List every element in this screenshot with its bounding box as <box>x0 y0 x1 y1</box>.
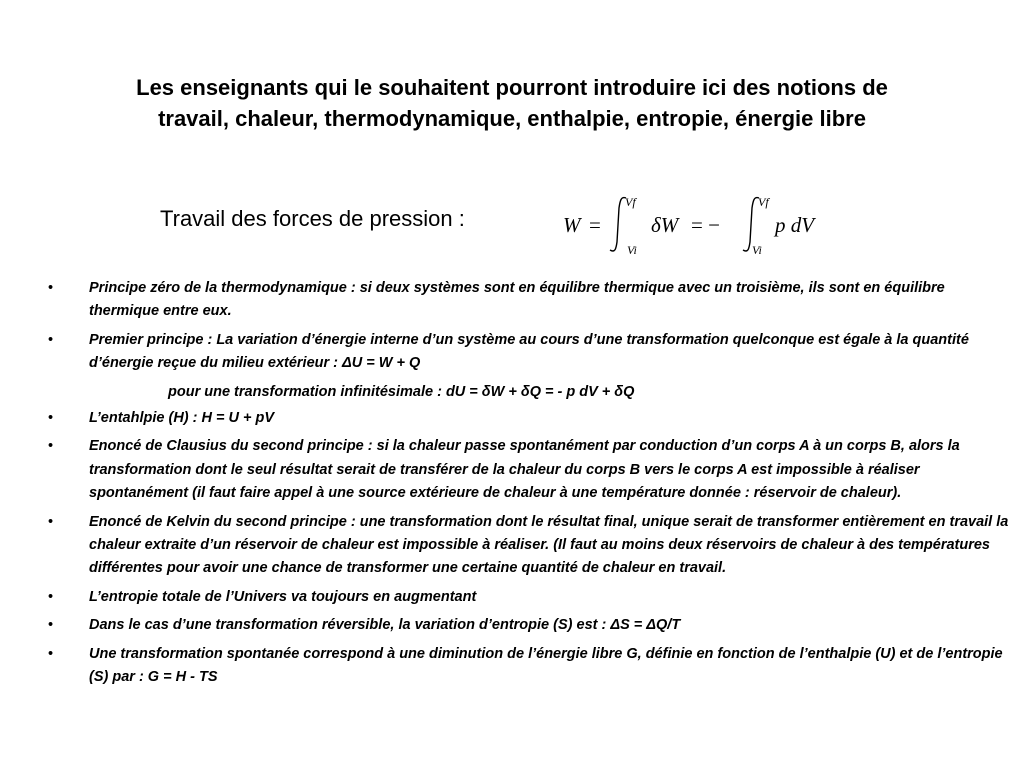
list-item-text: Principe zéro de la thermodynamique : si deux systèmes sont en équilibre thermique avec un troisième, ils sont en équilibre thermique entre eux. <box>89 280 945 320</box>
list-item-text: pour une transformation infinitésimale : dU = δW + δQ = - p dV + δQ <box>168 383 635 400</box>
list-item-continuation <box>48 381 1016 404</box>
formula-lhs: W <box>563 213 581 237</box>
list-item-text: Enoncé de Kelvin du second principe : une transformation dont le résultat final, unique serait de transformer entièrement en travail la chaleur extraite d’un réservoir de chaleur est impossible à réaliser. (Il faut au moins deux réservoirs de chaleur à des températures différentes pour avoir une chance de transformer une certaine quantité de chaleur en travail. <box>89 513 1009 577</box>
list-item <box>48 643 1016 690</box>
list-item-text: Dans le cas d’une transformation réversible, la variation d’entropie (S) est : ΔS = ΔQ/T <box>89 617 681 634</box>
integral-2-upper-bound: Vf <box>758 195 769 209</box>
list-item <box>48 511 1016 581</box>
formula-equals-minus: = − <box>691 213 720 237</box>
bullet-icon: • <box>48 617 54 634</box>
list-item <box>48 435 1016 505</box>
title-line-1: Les enseignants qui le souhaitent pourront introduire ici des notions de <box>136 75 888 100</box>
principles-list <box>48 277 1016 695</box>
title-line-2: travail, chaleur, thermodynamique, enthalpie, entropie, énergie libre <box>158 106 866 131</box>
formula-integrand-2: p dV <box>775 213 815 237</box>
list-item <box>48 586 1016 609</box>
list-item-text: Une transformation spontanée correspond à une diminution de l’énergie libre G, définie en fonction de l’enthalpie (U) et de l’entropie (S) par : G = H - TS <box>89 645 1003 686</box>
bullet-icon: • <box>48 438 54 455</box>
integral-sign-1 <box>610 198 626 251</box>
list-item <box>48 614 1016 637</box>
bullet-icon: • <box>48 410 54 427</box>
formula-integrand-1: δW <box>651 213 679 237</box>
list-item <box>48 329 1016 376</box>
pressure-work-label: Travail des forces de pression : <box>160 206 465 231</box>
integral-2-lower-bound: Vi <box>752 243 762 257</box>
formula-equals-1: = <box>589 213 601 237</box>
pressure-work-heading <box>160 205 465 233</box>
integral-1-lower-bound: Vi <box>627 243 637 257</box>
list-item-text: L’entahlpie (H) : H = U + pV <box>89 410 275 427</box>
list-item-text: L’entropie totale de l’Univers va toujours en augmentant <box>89 588 477 605</box>
list-item <box>48 277 1016 324</box>
formula-svg <box>563 192 833 258</box>
bullet-icon: • <box>48 513 54 530</box>
list-item-text: Enoncé de Clausius du second principe : si la chaleur passe spontanément par conduction d’un corps A à un corps B, alors la transformation dont le seul résultat serait de transférer de la chaleur du corps B vers le corps A est impossible à réaliser spontanément (il faut faire appel à une source extérieure de chaleur à une température donnée : réservoir de chaleur). <box>89 438 960 502</box>
bullet-icon: • <box>48 331 54 348</box>
bullet-icon: • <box>48 588 54 605</box>
bullet-icon: • <box>48 280 54 296</box>
pressure-work-formula <box>563 192 833 258</box>
slide-title <box>60 72 964 134</box>
integral-1-upper-bound: Vf <box>625 195 636 209</box>
bullet-icon: • <box>48 645 54 662</box>
list-item-text: Premier principe : La variation d’énergie interne d’un système au cours d’une transformation quelconque est égale à la quantité d’énergie reçue du milieu extérieur : ΔU = W + Q <box>89 331 969 372</box>
list-item <box>48 407 1016 430</box>
